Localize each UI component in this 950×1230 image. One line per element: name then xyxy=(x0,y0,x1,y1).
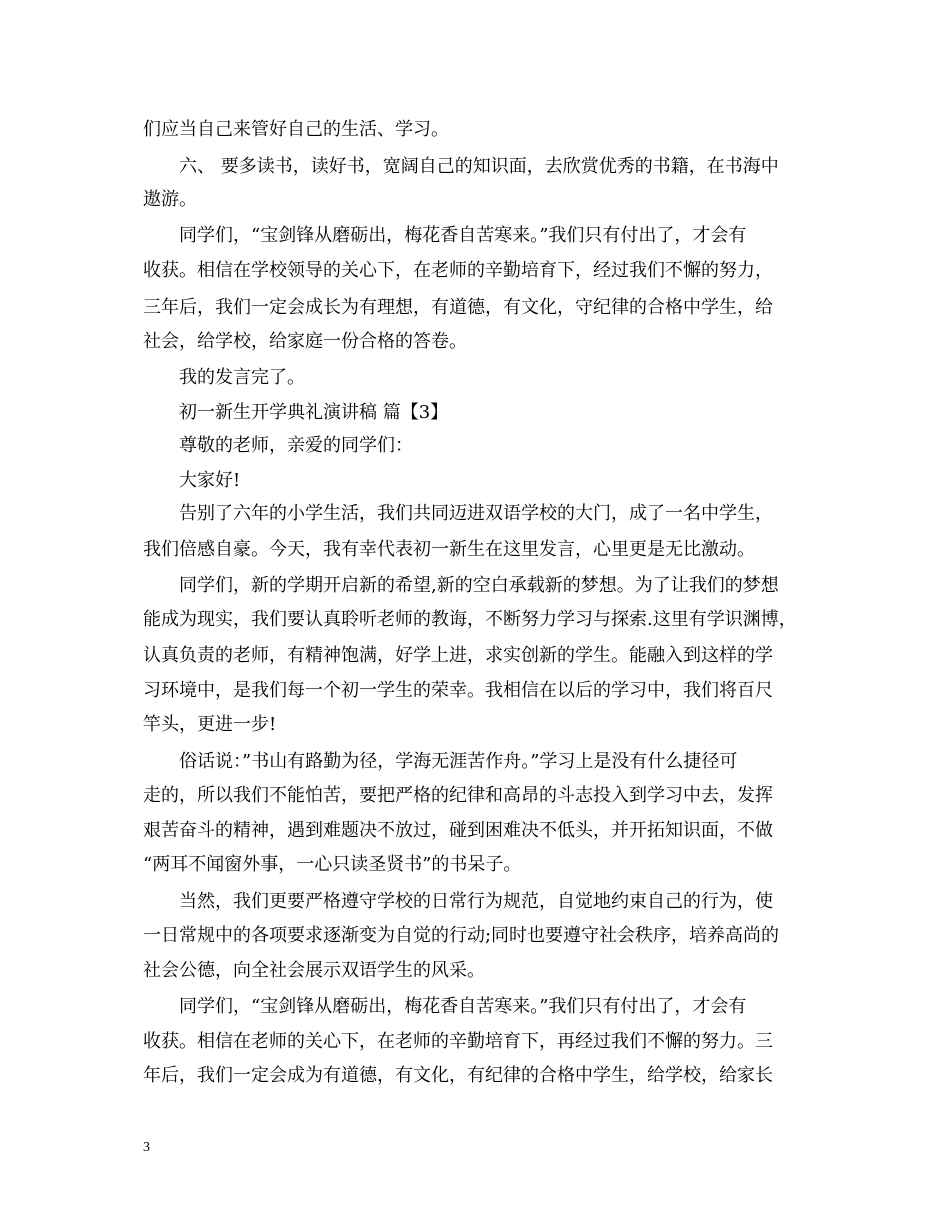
text-line: 尊敬的老师，亲爱的同学们： xyxy=(179,435,413,456)
section-heading: 初一新生开学典礼演讲稿 篇【3】 xyxy=(179,402,449,423)
text-line: 大家好! xyxy=(179,470,241,491)
text-line: 告别了六年的小学生活，我们共同迈进双语学校的大门，成了一名中学生， xyxy=(179,503,773,524)
text-line: 收获。相信在老师的关心下，在老师的辛勤培育下，再经过我们不懈的努力。三 xyxy=(143,1031,773,1052)
text-line: 艰苦奋斗的精神，遇到难题决不放过，碰到困难决不低头，并开拓知识面，不做 xyxy=(143,820,773,841)
text-line: 六、 要多读书，读好书，宽阔自己的知识面，去欣赏优秀的书籍，在书海中 xyxy=(179,156,779,177)
text-line: 同学们，“宝剑锋从磨砺出，梅花香自苦寒来。”我们只有付出了，才会有 xyxy=(179,996,747,1017)
text-line: 我们倍感自豪。今天，我有幸代表初一新生在这里发言，心里更是无比激动。 xyxy=(143,539,755,560)
text-line: 同学们，新的学期开启新的希望,新的空白承载新的梦想。为了让我们的梦想 xyxy=(179,575,779,596)
text-line: “两耳不闻窗外事，一心只读圣贤书”的书呆子。 xyxy=(143,854,522,875)
text-line: 俗话说：”书山有路勤为径，学海无涯苦作舟。”学习上是没有什么捷径可 xyxy=(179,751,738,772)
text-line: 当然，我们更要严格遵守学校的日常行为规范，自觉地约束自己的行为，使 xyxy=(179,891,773,912)
text-line: 一日常规中的各项要求逐渐变为自觉的行动;同时也要遵守社会秩序，培养高尚的 xyxy=(143,925,780,946)
text-line: 走的，所以我们不能怕苦，要把严格的纪律和高昂的斗志投入到学习中去，发挥 xyxy=(143,785,773,806)
text-line: 社会，给学校，给家庭一份合格的答卷。 xyxy=(143,331,467,352)
text-line: 能成为现实，我们要认真聆听老师的教诲，不断努力学习与探索.这里有学识渊博， xyxy=(143,609,797,630)
page-number: 3 xyxy=(143,1140,150,1155)
text-line: 认真负责的老师，有精神饱满，好学上进，求实创新的学生。能融入到这样的学 xyxy=(143,645,773,666)
text-line: 同学们，“宝剑锋从磨砺出，梅花香自苦寒来。”我们只有付出了，才会有 xyxy=(179,225,747,246)
text-line: 们应当自己来管好自己的生活、学习。 xyxy=(143,119,449,140)
text-line: 遨游。 xyxy=(143,189,197,210)
text-line: 三年后，我们一定会成长为有理想，有道德，有文化，守纪律的合格中学生，给 xyxy=(143,297,773,318)
text-line: 我的发言完了。 xyxy=(179,367,305,388)
text-line: 年后，我们一定会成为有道德，有文化，有纪律的合格中学生，给学校，给家长 xyxy=(143,1065,773,1086)
text-line: 竿头，更进一步! xyxy=(143,714,277,735)
text-line: 收获。相信在学校领导的关心下，在老师的辛勤培育下，经过我们不懈的努力， xyxy=(143,260,773,281)
text-line: 习环境中，是我们每一个初一学生的荣幸。我相信在以后的学习中，我们将百尺 xyxy=(143,680,773,701)
text-line: 社会公德，向全社会展示双语学生的风采。 xyxy=(143,960,485,981)
